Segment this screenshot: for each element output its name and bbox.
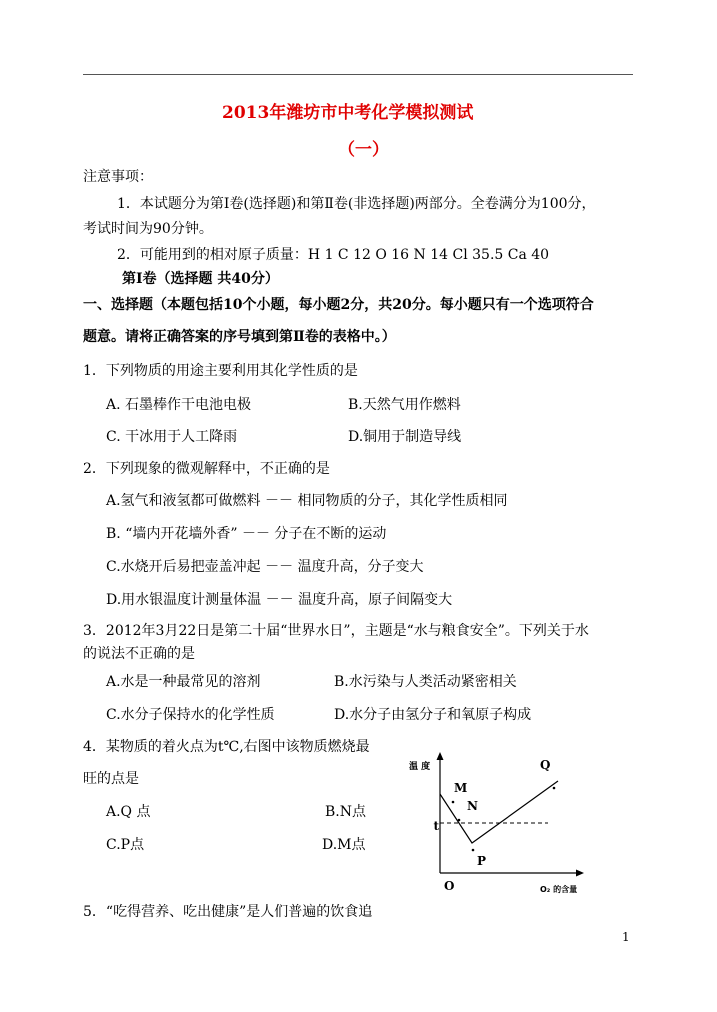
question-4-option-b: B.N点: [325, 804, 366, 820]
notice-item-1-cont: 考试时间为90分钟。: [83, 221, 213, 237]
origin-label: O: [444, 879, 455, 893]
point-n-mark: [458, 819, 461, 822]
question-5-stem: 5．“吃得营养、吃出健康”是人们普遍的饮食追: [83, 904, 373, 920]
notice-heading: 注意事项：: [83, 169, 153, 185]
point-n-label: N: [467, 799, 478, 813]
point-q-mark: [553, 787, 556, 790]
header-rule: [83, 74, 633, 75]
point-m-label: M: [454, 781, 468, 795]
question-4-option-c: C.P点: [106, 837, 145, 853]
question-3-option-d: D.水分子由氢分子和氧原子构成: [334, 707, 532, 723]
question-1-option-d: D.铜用于制造导线: [348, 429, 462, 445]
point-p-mark: [472, 849, 475, 852]
question-1-option-b: B.天然气用作燃料: [348, 397, 461, 413]
question-4-option-a: A.Q 点: [106, 804, 151, 820]
question-1-option-c: C. 干冰用于人工降雨: [106, 429, 238, 445]
question-3-option-c: C.水分子保持水的化学性质: [106, 707, 275, 723]
t-label: t: [433, 819, 439, 833]
question-3-option-b: B.水污染与人类活动紧密相关: [334, 674, 517, 690]
section-heading: 一、选择题（本题包括10个小题，每小题2分，共20分。每小题只有一个选项符合: [83, 297, 594, 313]
question-3-stem: 3．2012年3月22日是第二十届“世界水日”，主题是“水与粮食安全”。下列关于水: [83, 623, 589, 639]
question-2-option-b: B. “墙内开花墙外香” －－ 分子在不断的运动: [106, 526, 387, 542]
y-axis-arrow: [437, 752, 444, 760]
y-axis-label: 温 度: [409, 762, 431, 772]
question-2-stem: 2．下列现象的微观解释中，不正确的是: [83, 461, 330, 477]
point-p-label: P: [477, 854, 487, 868]
question-2-option-d: D.用水银温度计测量体温 －－ 温度升高，原子间隔变大: [106, 592, 453, 608]
page-number: 1: [622, 930, 630, 944]
volume-heading: 第Ⅰ卷（选择题 共40分）: [122, 271, 279, 287]
question-4-option-d: D.M点: [322, 837, 366, 853]
section-heading-cont: 题意。请将正确答案的序号填到第Ⅱ卷的表格中。）: [83, 329, 396, 345]
question-3-stem-cont: 的说法不正确的是: [83, 646, 195, 662]
notice-item-2: 2．可能用到的相对原子质量：H 1 C 12 O 16 N 14 Cl 35.5 Ca 40: [117, 247, 550, 263]
page-subtitle: （一）: [338, 140, 389, 160]
notice-item-1: 1．本试题分为第Ⅰ卷(选择题)和第Ⅱ卷(非选择题)两部分。全卷满分为100分，: [117, 196, 596, 212]
temperature-oxygen-graph: [400, 748, 620, 898]
question-2-option-a: A.氢气和液氢都可做燃料 －－ 相同物质的分子，其化学性质相同: [106, 493, 508, 509]
x-axis-label: O₂ 的含量: [540, 885, 578, 894]
question-4-stem: 4．某物质的着火点为t℃,右图中该物质燃烧最: [83, 739, 370, 755]
point-m-mark: [452, 801, 455, 804]
question-3-option-a: A.水是一种最常见的溶剂: [106, 674, 261, 690]
question-2-option-c: C.水烧开后易把壶盖冲起 －－ 温度升高，分子变大: [106, 559, 424, 575]
question-1-option-a: A. 石墨棒作干电池电极: [106, 397, 252, 413]
x-axis-arrow: [576, 870, 584, 877]
page-title: 2013年潍坊市中考化学模拟测试: [222, 103, 474, 123]
question-4-stem-cont: 旺的点是: [83, 771, 139, 787]
question-1-stem: 1．下列物质的用途主要利用其化学性质的是: [83, 363, 358, 379]
point-q-label: Q: [540, 758, 551, 772]
